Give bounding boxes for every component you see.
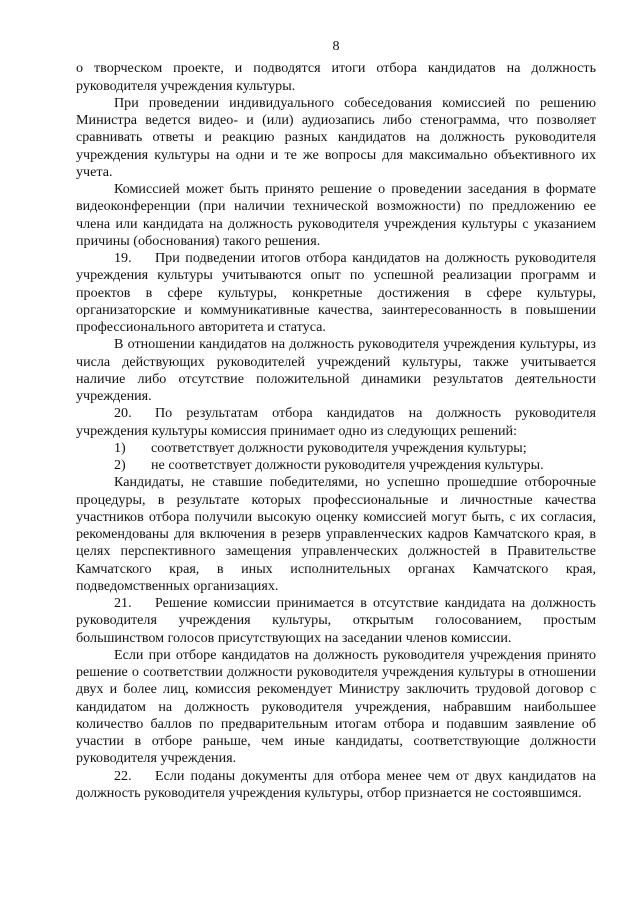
clause-number: 20. [114, 405, 132, 422]
paragraph-multiple-candidates: Если при отборе кандидатов на должность руководителя учреждения принято решение о соответствии должности руководителя учреждения культуры в отношении двух и более лиц, комиссия рекомендует Министру заключить трудовой договор с кандидатом на должность руководителя учреждения, набравшим наибольшее количество баллов по предварительным итогам отбора и подавшим заявление об участии в отборе раньше, чем иные кандидаты, соответствующие должности руководителя учреждения. [76, 646, 596, 767]
list-item-number: 2) [114, 457, 126, 473]
clause-number: 21. [114, 595, 132, 611]
page-number: 8 [332, 38, 340, 54]
paragraph-continuation: о творческом проекте, и подводятся итоги отбора кандидатов на должность руководителя учреждения культуры. [76, 60, 596, 94]
list-item [76, 457, 596, 474]
paragraph-current-heads: В отношении кандидатов на должность руководителя учреждения культуры, из числа действующих руководителей учреждений культуры, также учитывается наличие либо отсутствие положительной динамики результатов деятельности учреждения. [76, 336, 596, 404]
paragraph-videoconference: Комиссией может быть принято решение о проведении заседания в формате видеоконференции (при наличии технической возможности) по предложению ее члена или кандидата на должность руководителя учреждения культуры с указанием причины (обоснования) такого решения. [76, 181, 596, 249]
list-item-number: 1) [114, 439, 126, 456]
clause-text: При подведении итогов отбора кандидатов на должность руководителя учреждения культуры учитываются опыт по успешной реализации программ и проектов в сфере культуры, конкретные достижения в сфере культуры, организаторские и коммуникативные качества, заинтересованность в повышении профессионального авторитета и статуса. [76, 250, 596, 335]
clause-text: По результатам отбора кандидатов на должность руководителя учреждения культуры комиссия принимает одно из следующих решений: [76, 405, 596, 439]
clause-21 [76, 595, 596, 647]
list-item-text: не соответствует должности руководителя учреждения культуры. [151, 457, 544, 473]
paragraph-reserve: Кандидаты, не ставшие победителями, но успешно прошедшие отборочные процедуры, в результате которых профессиональные и личностные качества участников отбора получили высокую оценку комиссией могут быть, с их согласия, рекомендованы для включения в резерв управленческих кадров Камчатского края, в целях перспективного замещения управленческих должностей в Правительстве Камчатского края, в иных исполнительных органах Камчатского края, подведомственных организациях. [76, 474, 596, 594]
clause-text: Если поданы документы для отбора менее чем от двух кандидатов на должность руководителя учреждения культуры, отбор признается не состоявшимся. [76, 767, 596, 801]
list-item-text: соответствует должности руководителя учреждения культуры; [151, 439, 527, 456]
clause-number: 22. [114, 767, 132, 784]
clause-19 [76, 250, 596, 336]
clause-number: 19. [114, 250, 132, 266]
paragraph-interview-recording: При проведении индивидуального собеседования комиссией по решению Министра ведется видео- и (или) аудиозапись либо стенограмма, что позволяет сравнивать ответы и реакцию разных кандидатов на должность руководителя учреждения культуры на одни и те же вопросы для максимально объективного их учета. [76, 94, 596, 180]
clause-22 [76, 768, 596, 803]
clause-text: Решение комиссии принимается в отсутствие кандидата на должность руководителя учреждения культуры, открытым голосованием, простым большинством голосов присутствующих на заседании членов комиссии. [76, 595, 596, 646]
list-item [76, 440, 596, 457]
clause-20 [76, 405, 596, 440]
